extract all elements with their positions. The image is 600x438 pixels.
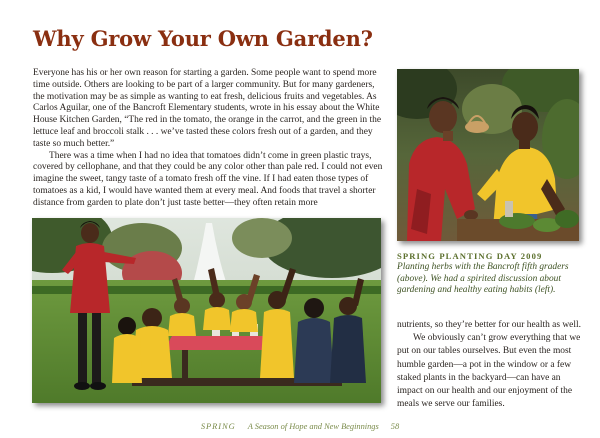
main-body-text — [33, 68, 383, 210]
caption-text: Planting herbs with the Bancroft fifth graders (above). We had a spirited discussion about gardening and healthy eating habits (left). — [397, 262, 569, 295]
footer-subtitle: A Season of Hope and New Beginnings — [247, 422, 379, 431]
continued-body-text — [397, 319, 587, 411]
footer-section: SPRING — [200, 422, 236, 431]
garden-discussion-photo — [32, 218, 381, 403]
planting-herbs-photo — [397, 69, 579, 241]
page-title: Why Grow Your Own Garden? — [33, 26, 373, 51]
page-footer — [0, 422, 600, 431]
page-number: 58 — [390, 422, 400, 431]
continued-paragraph-2: We obviously can’t grow everything that we put on our tables ourselves. But even the most humble garden—a pot in the window or a few staked plants in the backyard—can have an impact on our health and our enjoyment of the meals we serve our families. — [397, 333, 581, 410]
continued-paragraph-1: nutrients, so they’re better for our health as well. — [397, 320, 581, 330]
body-paragraph-2: There was a time when I had no idea that tomatoes didn’t come in green plastic trays, covered by cellophane, and that they could be any color other than pale red. I could not even imagine the sweet, tangy taste of a tomato fresh off the vine. If I had eaten those types of tomatoes as a kid, I would have wanted them at every meal. And foods that travel a shorter distance from garden to plate don’t just taste better—they often retain more — [33, 150, 383, 208]
photo-caption — [397, 251, 583, 297]
caption-heading: SPRING PLANTING DAY 2009 — [397, 251, 543, 261]
body-paragraph-1: Everyone has his or her own reason for starting a garden. Some people want to spend more time outside. Others are looking to be part of a larger community. But for many gardeners, the motivation may be as simple as wanting to eat fresh, delicious fruits and vegetables. As Carlos Aguilar, one of the Bancroft Elementary students, wrote in his essay about the White House Kitchen Garden, “The red in the tomato, the orange in the carrot, and the green in the lettuce leaf and broccoli stalk . . . we’ve tasted these colors fresh out of a garden, and they taste so much better.” — [33, 68, 382, 149]
